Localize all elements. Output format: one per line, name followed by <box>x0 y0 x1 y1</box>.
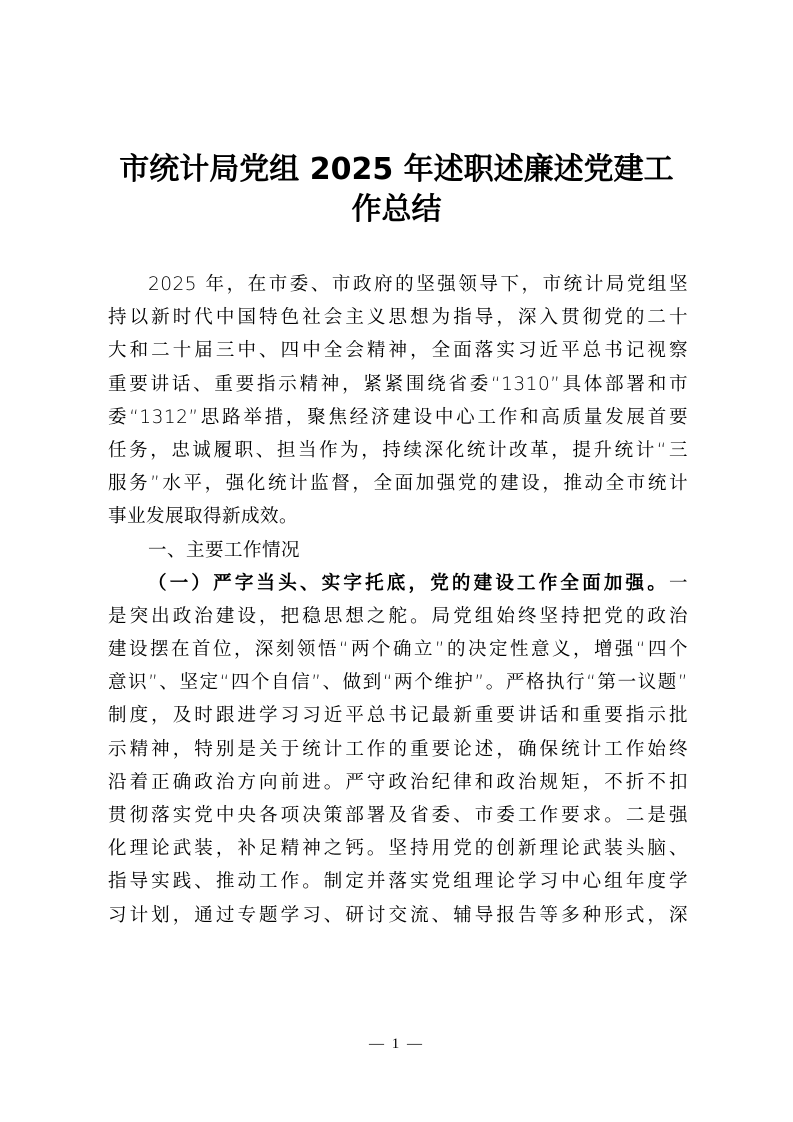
paragraph-line: 是突出政治建设，把稳思想之舵。局党组始终坚持把党的政治 <box>108 605 688 627</box>
paragraph-line: 事业发展取得新成效。 <box>108 506 299 528</box>
document-title <box>90 150 703 230</box>
subsection-text: 一 <box>668 572 688 594</box>
section-heading: 一、主要工作情况 <box>148 539 301 561</box>
paragraph-line: 示精神，特别是关于统计工作的重要论述，确保统计工作始终 <box>108 738 688 760</box>
page-number: — 1 — <box>369 1036 424 1052</box>
document-body <box>108 268 688 932</box>
paragraph-line: 2025 年，在市委、市政府的坚强领导下，市统计局党组坚 <box>148 274 688 295</box>
paragraph-line: 贯彻落实党中央各项决策部署及省委、市委工作要求。二是强 <box>108 805 688 826</box>
paragraph-line: 任务，忠诚履职、担当作为，持续深化统计改革，提升统计“三 <box>108 439 688 461</box>
paragraph-line: 委“1312”思路举措，聚焦经济建设中心工作和高质量发展首要 <box>108 406 688 428</box>
title-line-2: 作总结 <box>351 192 442 227</box>
paragraph-line: 化理论武装，补足精神之钙。坚持用党的创新理论武装头脑、 <box>108 838 688 860</box>
title-line-1: 市统计局党组 2025 年述职述廉述党建工 <box>119 152 674 187</box>
subsection-line <box>108 567 688 600</box>
paragraph-line: 持以新时代中国特色社会主义思想为指导，深入贯彻党的二十 <box>108 307 688 329</box>
paragraph-line: 建设摆在首位，深刻领悟“两个确立”的决定性意义，增强“四个 <box>108 639 688 661</box>
paragraph-line: 沿着正确政治方向前进。严守政治纪律和政治规矩，不折不扣 <box>108 771 688 793</box>
paragraph-line: 指导实践、推动工作。制定并落实党组理论学习中心组年度学 <box>108 871 688 893</box>
subsection-heading: （一）严字当头、实字托底，党的建设工作全面加强。 <box>148 572 669 594</box>
paragraph-line: 重要讲话、重要指示精神，紧紧围绕省委“1310”具体部署和市 <box>108 373 688 395</box>
paragraph-line: 大和二十届三中、四中全会精神，全面落实习近平总书记视察 <box>108 340 688 362</box>
paragraph-line: 意识”、坚定“四个自信”、做到“两个维护”。严格执行“第一议题” <box>108 672 688 694</box>
paragraph-line: 服务”水平，强化统计监督，全面加强党的建设，推动全市统计 <box>108 473 688 495</box>
paragraph-line: 习计划，通过专题学习、研讨交流、辅导报告等多种形式，深 <box>108 904 688 926</box>
paragraph-line: 制度，及时跟进学习习近平总书记最新重要讲话和重要指示批 <box>108 705 688 727</box>
